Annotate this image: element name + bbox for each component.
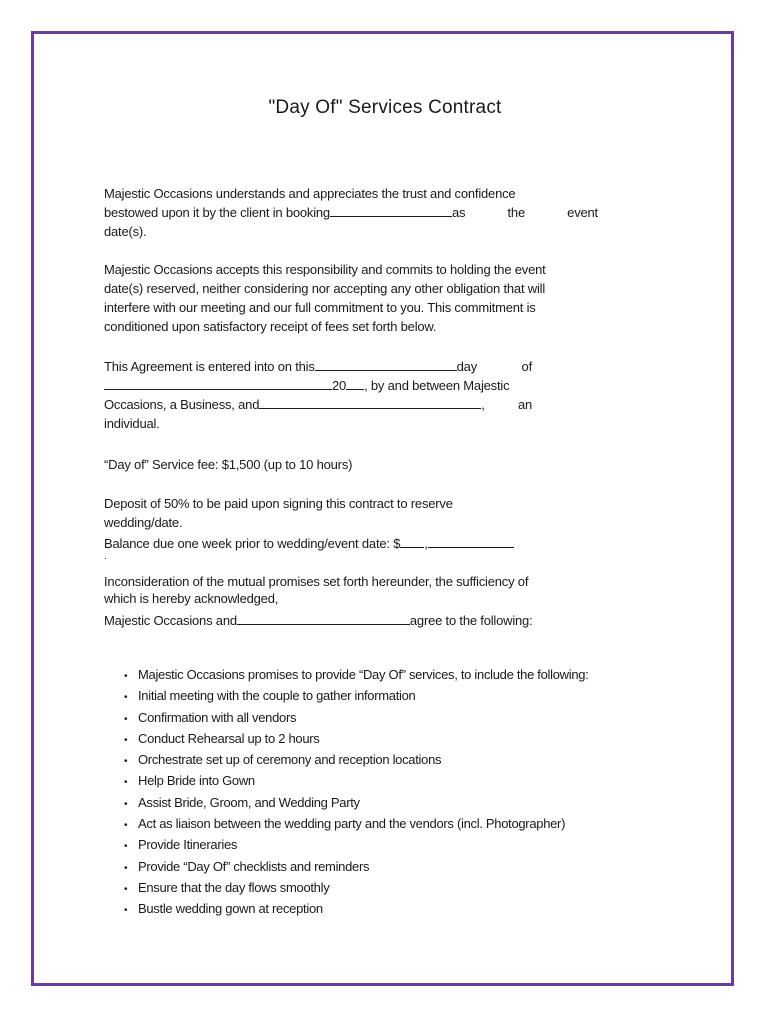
service-text: Provide Itineraries [138, 837, 238, 853]
bullet-icon: • [124, 883, 128, 895]
balance-text-b: , [424, 536, 428, 551]
service-text: Initial meeting with the couple to gather information [138, 688, 416, 704]
consideration-text-1: Inconsideration of the mutual promises set forth hereunder, the sufficiency of [104, 574, 529, 589]
bullet-icon: • [124, 862, 128, 874]
balance-cents-blank[interactable] [428, 534, 514, 548]
agreement-client-blank[interactable] [259, 395, 481, 409]
stray-dot: . [104, 551, 107, 562]
list-item [124, 770, 589, 791]
list-item [124, 834, 589, 855]
service-text: Help Bride into Gown [138, 773, 255, 789]
list-item [124, 856, 589, 877]
service-text: Majestic Occasions promises to provide “Day Of” services, to include the following: [138, 667, 589, 682]
intro-text-3: date(s). [104, 224, 147, 239]
consideration-text-3b: agree to the following: [409, 613, 533, 628]
list-item [124, 813, 589, 834]
consideration-client-blank[interactable] [237, 611, 410, 625]
list-item [124, 749, 589, 770]
service-text: Provide “Day Of” checklists and reminders [138, 858, 370, 874]
intro-text-1: Majestic Occasions understands and appreciates the trust and confidence [104, 186, 516, 201]
agreement-paragraph [104, 357, 532, 433]
bullet-icon: • [124, 692, 128, 704]
commitment-line-2: date(s) reserved, neither considering nor accepting any other obligation that will [104, 281, 546, 296]
service-text: Confirmation with all vendors [138, 709, 297, 725]
list-item [124, 664, 589, 685]
agreement-text-3c: an [517, 397, 532, 412]
balance-text-a: Balance due one week prior to wedding/event date: $ [104, 536, 401, 551]
list-item [124, 707, 589, 728]
balance-amount-blank[interactable] [400, 534, 424, 548]
intro-paragraph [104, 184, 598, 241]
consideration-line-1 [104, 572, 598, 591]
agreement-text-4: individual. [104, 416, 160, 431]
consideration-paragraph [104, 572, 598, 630]
service-text: Orchestrate set up of ceremony and reception locations [138, 752, 442, 768]
service-text: Assist Bride, Groom, and Wedding Party [138, 794, 360, 810]
booking-blank[interactable] [330, 203, 452, 217]
bullet-icon: • [124, 798, 128, 810]
intro-text-2b: as [451, 205, 466, 220]
agreement-text-3a: Occasions, a Business, and [104, 397, 260, 412]
service-text: Ensure that the day flows smoothly [138, 879, 330, 895]
commitment-line-4: conditioned upon satisfactory receipt of fees set forth below. [104, 319, 437, 334]
consideration-text-3a: Majestic Occasions and [104, 613, 237, 628]
service-text: Bustle wedding gown at reception [138, 901, 323, 917]
document-title: "Day Of" Services Contract [268, 97, 502, 118]
agreement-text-2b: , by and between Majestic [364, 378, 510, 393]
agreement-line-2 [104, 376, 532, 395]
deposit-line-1 [104, 494, 532, 513]
deposit-text-2: wedding/date. [104, 515, 183, 530]
bullet-icon: • [124, 905, 128, 917]
bullet-icon: • [124, 820, 128, 832]
deposit-text-1: Deposit of 50% to be paid upon signing this contract to reserve [104, 496, 453, 511]
bullet-icon: • [124, 756, 128, 768]
intro-text-2c: the [507, 205, 525, 220]
agreement-text-3b: , [481, 397, 485, 412]
agreement-day-blank[interactable] [315, 357, 457, 371]
bullet-icon: • [124, 841, 128, 853]
agreement-line-3 [104, 395, 532, 414]
fee-line: “Day of” Service fee: $1,500 (up to 10 hours) [104, 457, 353, 472]
list-item [124, 685, 589, 706]
agreement-text-1a: This Agreement is entered into on this [104, 359, 315, 374]
intro-text-2a: bestowed upon it by the client in booking [104, 205, 330, 220]
commitment-paragraph [104, 260, 598, 336]
commitment-line-1: Majestic Occasions accepts this responsibility and commits to holding the event [104, 262, 546, 277]
service-text: Act as liaison between the wedding party and the vendors (incl. Photographer) [138, 816, 566, 832]
bullet-icon: • [124, 734, 128, 746]
intro-line-2 [104, 203, 598, 222]
bullet-icon: • [124, 777, 128, 789]
list-item [124, 728, 589, 749]
agreement-year-blank[interactable] [346, 376, 364, 390]
agreement-month-blank[interactable] [104, 376, 332, 390]
intro-line-1 [104, 184, 598, 203]
bullet-icon: • [124, 713, 128, 725]
consideration-text-2: which is hereby acknowledged, [104, 591, 279, 606]
list-item [124, 898, 589, 919]
agreement-line-1 [104, 357, 532, 376]
bullet-icon: • [124, 671, 128, 682]
list-item [124, 792, 589, 813]
deposit-paragraph [104, 494, 532, 532]
agreement-text-2a: 20 [332, 378, 347, 393]
agreement-text-1c: of [521, 359, 532, 374]
services-list [124, 664, 589, 920]
consideration-line-3 [104, 611, 598, 630]
intro-text-2d: event [567, 205, 598, 220]
commitment-line-3: interfere with our meeting and our full commitment to you. This commitment is [104, 300, 536, 315]
agreement-text-1b: day [456, 359, 478, 374]
service-text: Conduct Rehearsal up to 2 hours [138, 730, 320, 746]
list-item [124, 877, 589, 898]
